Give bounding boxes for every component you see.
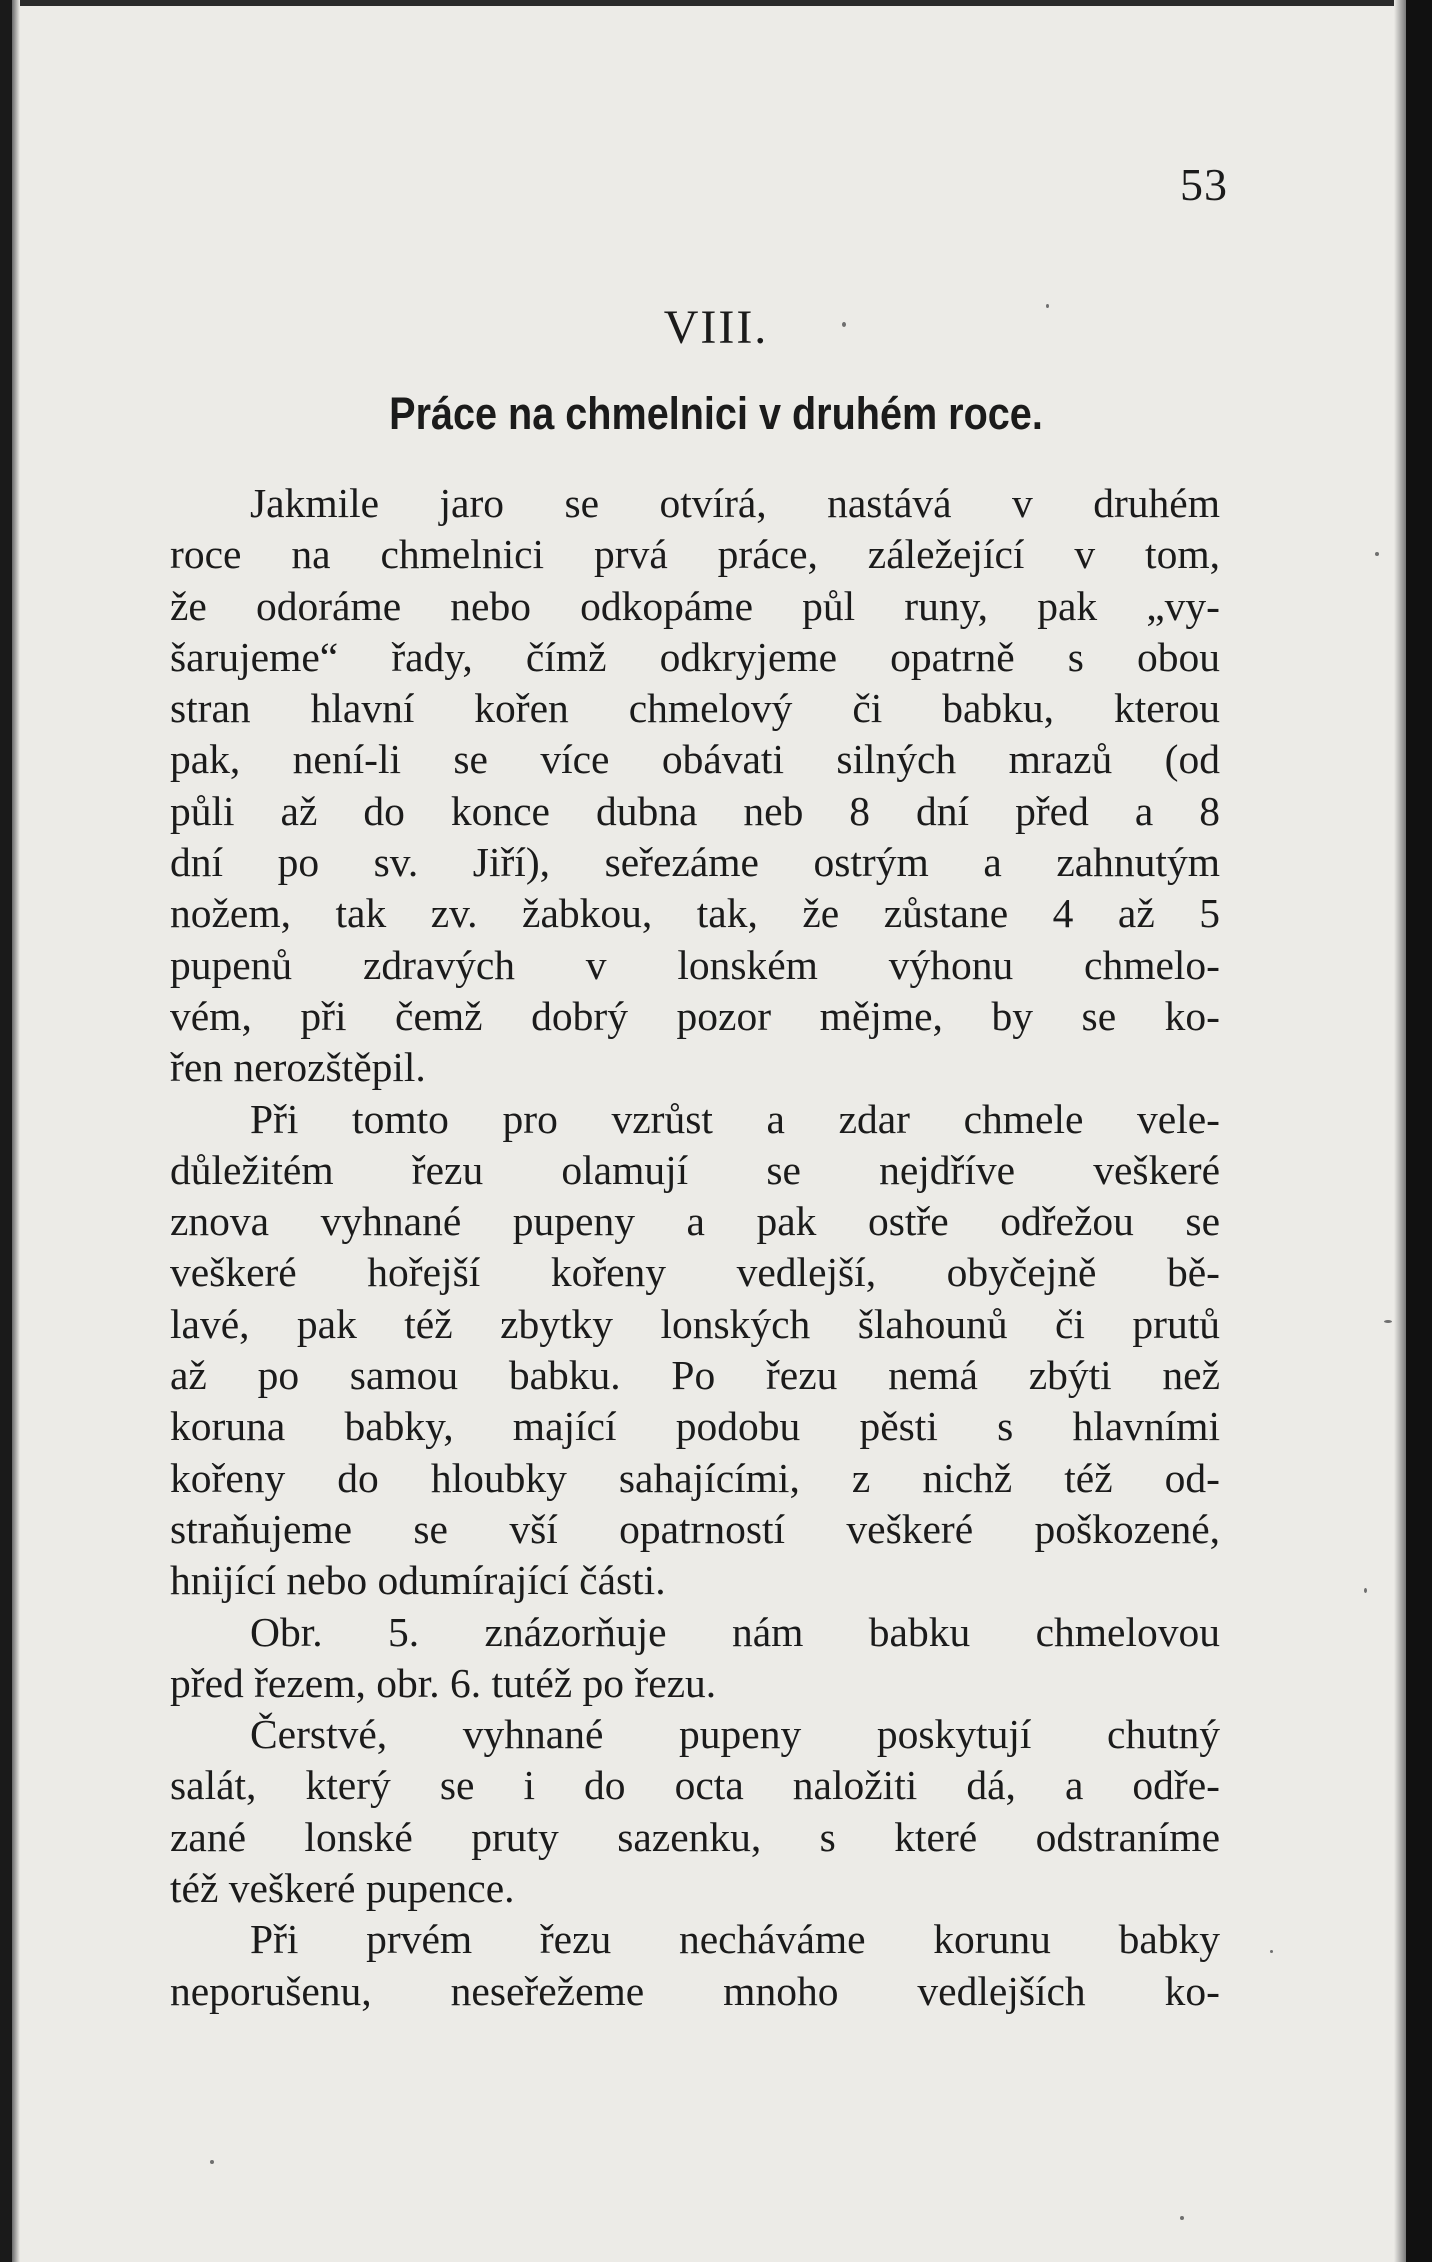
text-line: Při tomto pro vzrůst a zdar chmele vele- xyxy=(250,1095,1220,1142)
text-line: zané lonské pruty sazenku, s které odstraníme xyxy=(170,1813,1220,1860)
text-line: neporušenu, neseřežeme mnoho vedlejších ko- xyxy=(170,1967,1220,2014)
text-line: že odoráme nebo odkopáme půl runy, pak „vy- xyxy=(170,582,1220,629)
text-line: kořeny do hloubky sahajícími, z nichž též od- xyxy=(170,1454,1220,1501)
text-line: lavé, pak též zbytky lonských šlahounů či prutů xyxy=(170,1300,1220,1347)
text-line: řen nerozštěpil. xyxy=(170,1044,426,1091)
text-line: salát, který se i do octa naložiti dá, a odře- xyxy=(170,1762,1220,1809)
text-line: Obr. 5. znázorňuje nám babku chmelovou xyxy=(250,1608,1220,1655)
text-line: Jakmile jaro se otvírá, nastává v druhém xyxy=(250,480,1220,526)
scan-top-edge xyxy=(0,0,1432,6)
text-line: půli až do konce dubna neb 8 dní před a 8 xyxy=(170,787,1220,834)
body-text xyxy=(170,478,1220,2017)
text-line: vém, při čemž dobrý pozor mějme, by se ko- xyxy=(170,992,1220,1039)
text-line: pupenů zdravých v lonském výhonu chmelo- xyxy=(170,941,1220,988)
text-line: až po samou babku. Po řezu nemá zbýti než xyxy=(170,1352,1220,1399)
scan-speck xyxy=(1270,1950,1273,1953)
scan-speck xyxy=(210,2160,214,2164)
text-line: Při prvém řezu necháváme korunu babky xyxy=(250,1916,1220,1963)
chapter-heading: VIII. xyxy=(663,301,769,354)
text-line: též veškeré pupence. xyxy=(170,1865,515,1912)
text-line: nožem, tak zv. žabkou, tak, že zůstane 4 až 5 xyxy=(170,890,1220,937)
scan-speck xyxy=(1180,2216,1184,2220)
text-line: pak, není-li se více obávati silných mrazů (od xyxy=(170,736,1220,783)
text-line: dní po sv. Jiří), seřezáme ostrým a zahnutým xyxy=(170,839,1220,886)
text-line: hnijící nebo odumírající části. xyxy=(170,1557,666,1604)
text-line: straňujeme se vší opatrností veškeré poškozené, xyxy=(170,1505,1220,1552)
page-number: 53 xyxy=(1180,159,1228,210)
chapter-title: Práce na chmelnici v druhém roce. xyxy=(389,388,1043,439)
text-line: veškeré hořejší kořeny vedlejší, obyčejně bě- xyxy=(170,1249,1220,1296)
text-line: šarujeme“ řady, čímž odkryjeme opatrně s obou xyxy=(170,633,1220,680)
text-line: Čerstvé, vyhnané pupeny poskytují chutný xyxy=(250,1711,1220,1758)
text-line: roce na chmelnici prvá práce, záležející v tom, xyxy=(170,531,1220,578)
text-line: před řezem, obr. 6. tutéž po řezu. xyxy=(170,1659,717,1706)
text-line: důležitém řezu olamují se nejdříve veškeré xyxy=(170,1146,1220,1193)
text-line: stran hlavní kořen chmelový či babku, kterou xyxy=(170,685,1220,732)
text-line: znova vyhnané pupeny a pak ostře odřežou se xyxy=(170,1198,1220,1245)
scan-speck xyxy=(1364,1588,1367,1593)
scan-speck xyxy=(1375,552,1379,556)
text-line: koruna babky, mající podobu pěsti s hlavními xyxy=(170,1403,1220,1450)
scan-speck xyxy=(1384,1320,1392,1323)
